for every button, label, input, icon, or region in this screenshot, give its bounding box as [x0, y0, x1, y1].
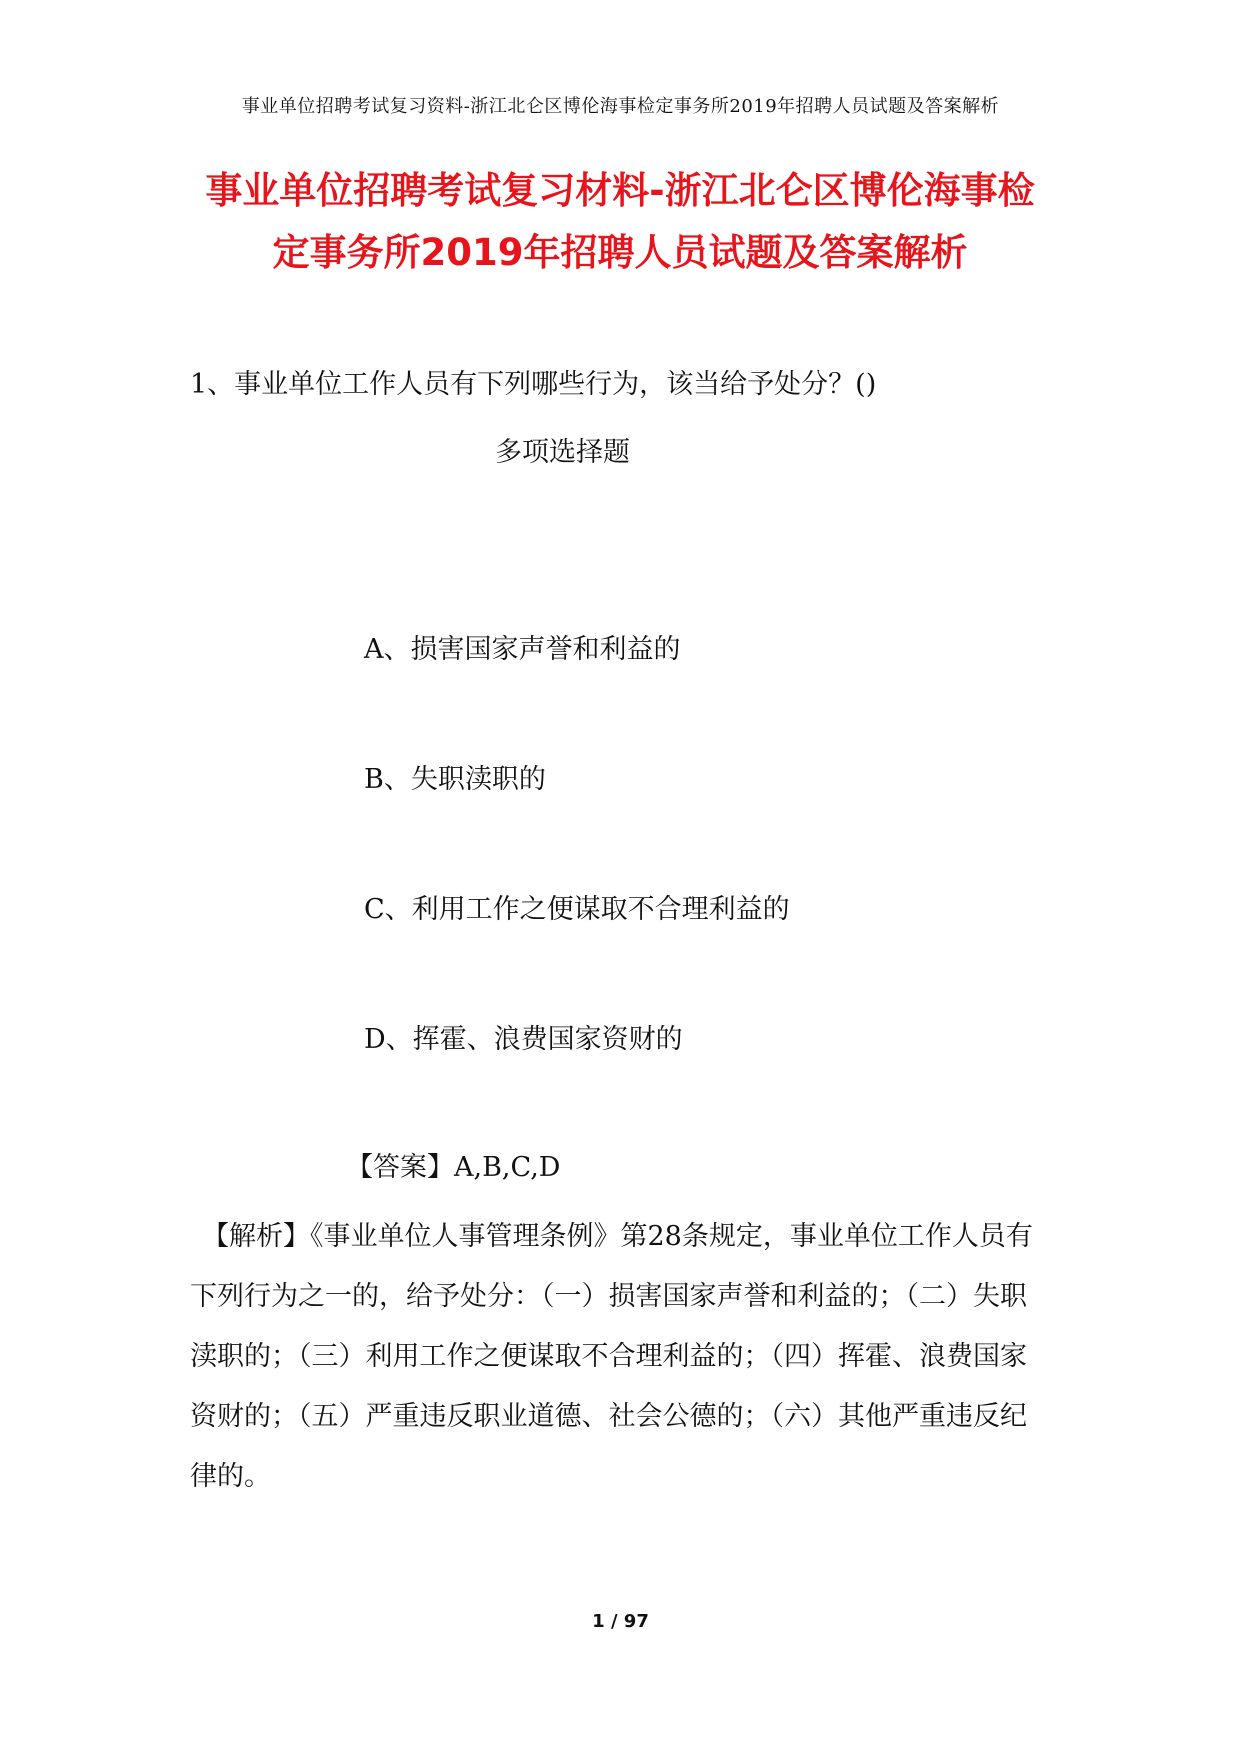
analysis-text: 【解析】《事业单位人事管理条例》第28条规定，事业单位工作人员有下列行为之一的，给予处分：（一）损害国家声誉和利益的；（二）失职渎职的；（三）利用工作之便谋取不合理利益的；（四）挥霍、浪费国家资财的；（五）严重违反职业道德、社会公德的；（六）其他严重违反纪律的。	[190, 1221, 1033, 1492]
title-line-1: 事业单位招聘考试复习材料-浙江北仑区博伦海事检	[205, 169, 1035, 212]
option-c: C、利用工作之便谋取不合理利益的	[364, 894, 790, 925]
title-line-2: 定事务所2019年招聘人员试题及答案解析	[272, 231, 968, 274]
question-text: 1、事业单位工作人员有下列哪些行为，该当给予处分？()	[190, 369, 877, 400]
option-a: A、损害国家声誉和利益的	[364, 634, 681, 665]
option-d: D、挥霍、浪费国家资财的	[364, 1024, 683, 1055]
option-b: B、失职渎职的	[364, 764, 546, 795]
running-header: 事业单位招聘考试复习资料-浙江北仑区博伦海事检定事务所2019年招聘人员试题及答案解析	[241, 96, 1000, 117]
question-type: 多项选择题	[495, 437, 630, 468]
answer-text: 【答案】A,B,C,D	[346, 1152, 561, 1183]
page-number: 1 / 97	[592, 1611, 649, 1632]
document-title	[150, 160, 1090, 284]
